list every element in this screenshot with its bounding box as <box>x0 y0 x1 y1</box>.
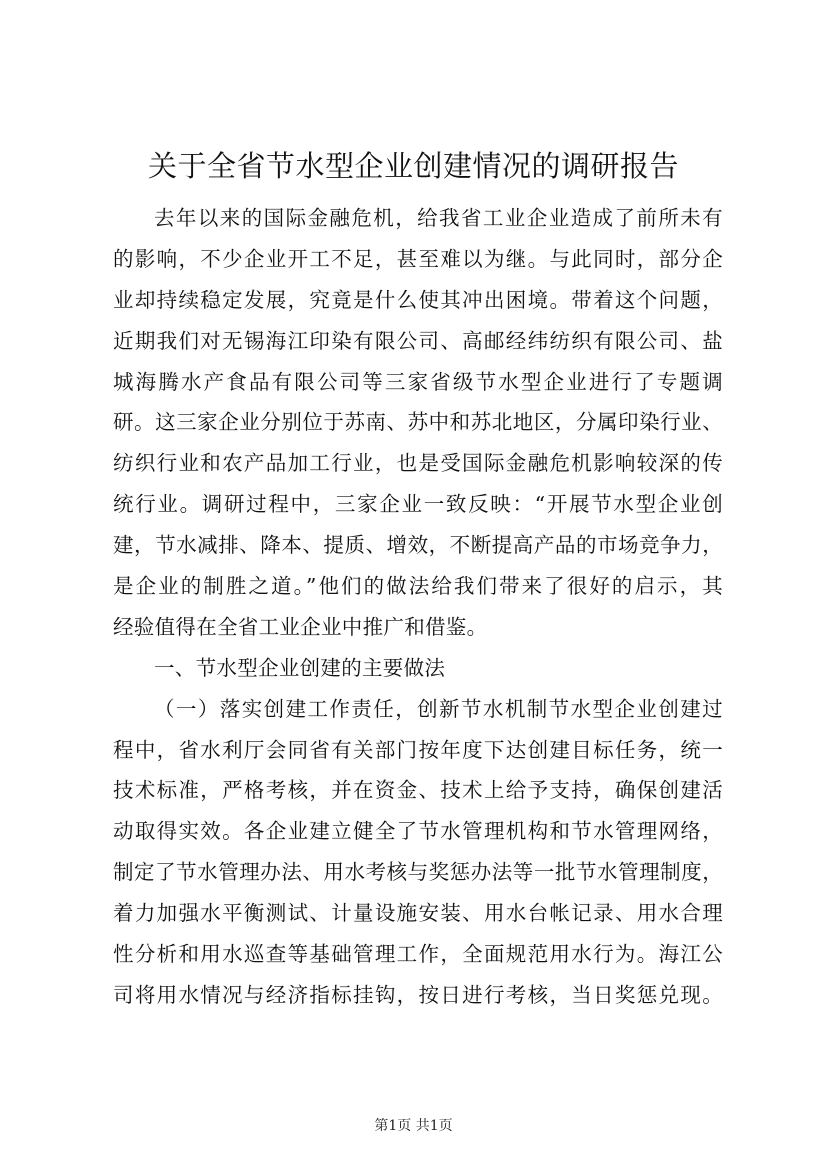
body-line: 业却持续稳定发展，究竟是什么使其冲出困境。带着这个问题， <box>113 287 723 312</box>
body-line: 研。这三家企业分别位于苏南、苏中和苏北地区，分属印染行业、 <box>113 410 723 435</box>
document-body <box>113 198 723 1016</box>
body-line: 技术标准，严格考核，并在资金、技术上给予支持，确保创建活 <box>113 778 723 803</box>
body-line: 城海腾水产食品有限公司等三家省级节水型企业进行了专题调 <box>113 369 723 394</box>
body-line: 经验值得在全省工业企业中推广和借鉴。 <box>113 614 488 639</box>
body-line: 着力加强水平衡测试、计量设施安装、用水台帐记录、用水合理 <box>113 901 723 926</box>
body-line: 的影响，不少企业开工不足，甚至难以为继。与此同时，部分企 <box>113 246 723 271</box>
body-line: 建，节水减排、降本、提质、增效，不断提高产品的市场竞争力， <box>113 533 723 558</box>
page-number-footer: 第1页 共1页 <box>374 1118 453 1134</box>
body-line: 纺织行业和农产品加工行业，也是受国际金融危机影响较深的传 <box>113 451 723 476</box>
body-line: 去年以来的国际金融危机，给我省工业企业造成了前所未有 <box>154 206 723 230</box>
section-heading: 一、节水型企业创建的主要做法 <box>154 655 446 680</box>
body-line: （一）落实创建工作责任，创新节水机制节水型企业创建过 <box>154 696 723 721</box>
body-line: 动取得实效。各企业建立健全了节水管理机构和节水管理网络， <box>113 819 723 844</box>
document-title: 关于全省节水型企业创建情况的调研报告 <box>147 149 679 183</box>
body-line: 程中，省水利厅会同省有关部门按年度下达创建目标任务，统一 <box>113 737 723 762</box>
body-line: 统行业。调研过程中，三家企业一致反映：“开展节水型企业创 <box>113 492 723 517</box>
body-line: 近期我们对无锡海江印染有限公司、高邮经纬纺织有限公司、盐 <box>113 328 723 353</box>
body-line: 是企业的制胜之道。”他们的做法给我们带来了很好的启示，其 <box>113 574 723 599</box>
body-line: 司将用水情况与经济指标挂钩，按日进行考核，当日奖惩兑现。 <box>113 982 723 1007</box>
body-line: 制定了节水管理办法、用水考核与奖惩办法等一批节水管理制度， <box>113 860 723 885</box>
body-line: 性分析和用水巡查等基础管理工作，全面规范用水行为。海江公 <box>113 942 723 967</box>
